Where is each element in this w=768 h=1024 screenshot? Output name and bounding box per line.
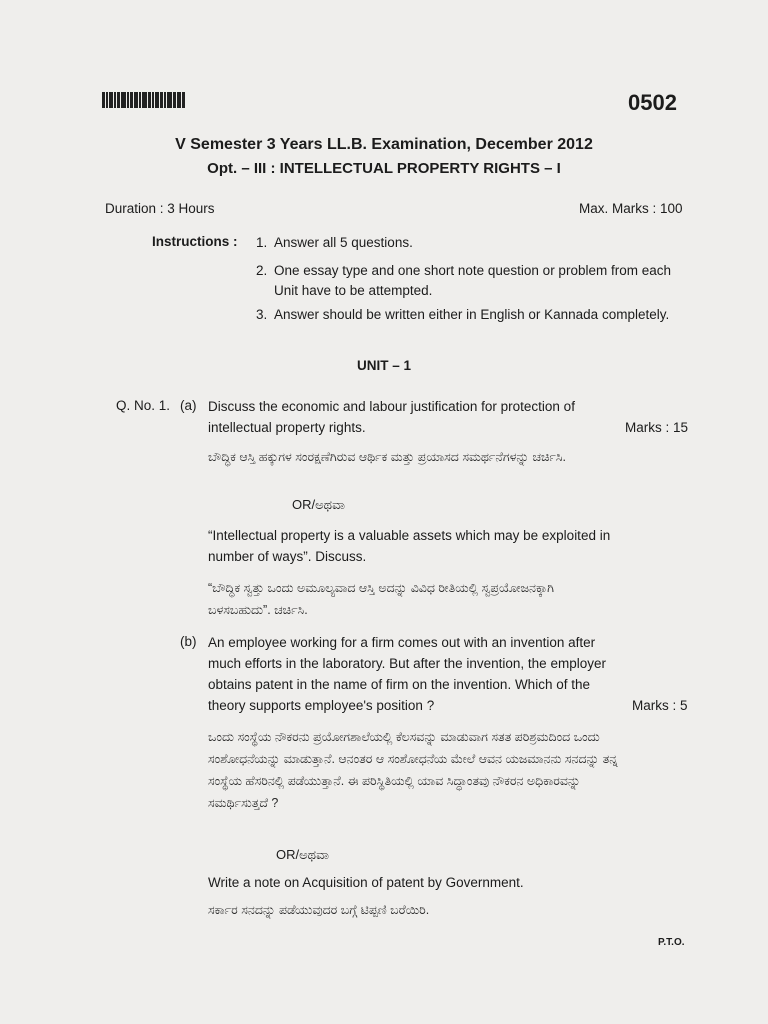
part-b-label: (b) <box>180 634 197 649</box>
instruction-item <box>256 305 676 325</box>
or-separator: OR/ಅಥವಾ <box>292 497 346 512</box>
pto-label: P.T.O. <box>658 937 685 948</box>
or-separator: OR/ಅಥವಾ <box>276 847 330 862</box>
question-1a-kannada: ಬೌದ್ಧಿಕ ಆಸ್ತಿ ಹಕ್ಕುಗಳ ಸಂರಕ್ಷಣೆಗಿರುವ ಆರ್ಥಿಕ ಮತ್ತು ಪ್ರಯಾಸದ ಸಮರ್ಥನೆಗಳನ್ನು ಚರ್ಚಿಸಿ. <box>208 450 567 464</box>
question-1b-kannada: ಒಂದು ಸಂಸ್ಥೆಯ ನೌಕರನು ಪ್ರಯೋಗಶಾಲೆಯಲ್ಲಿ ಕೆಲಸವನ್ನು ಮಾಡುವಾಗ ಸತತ ಪರಿಶ್ರಮದಿಂದ ಒಂದು ಸಂಶೋಧನೆಯನ್ನು ಮಾಡುತ್ತಾನೆ. ಆನಂತರ ಆ ಸಂಶೋಧನೆಯ ಮೇಲೆ ಆವನ ಯಜಮಾನನು ಸನದನ್ನು ತನ್ನ ಸಂಸ್ಥೆಯ ಹೆಸರಿನಲ್ಲಿ ಪಡೆಯುತ್ತಾನೆ. ಈ ಪರಿಸ್ಥಿತಿಯಲ್ಲಿ ಯಾವ ಸಿದ್ಧಾಂತವು ನೌಕರನ ಅಧಿಕಾರವನ್ನು ಸಮರ್ಥಿಸುತ್ತದೆ ? <box>208 730 618 810</box>
question-1a-alternative-kannada: “ಬೌದ್ಧಿಕ ಸ್ವತ್ತು ಒಂದು ಅಮೂಲ್ಯವಾದ ಆಸ್ತಿ ಅದನ್ನು ವಿವಿಧ ರೀತಿಯಲ್ಲಿ ಸ್ವಪ್ರಯೋಜನಕ್ಕಾಗಿ ಬಳಸಬಹುದು”. ಚರ್ಚಿಸಿ. <box>208 581 555 617</box>
instruction-text: One essay type and one short note question or problem from each Unit have to be attempted. <box>274 263 671 298</box>
instruction-item <box>256 233 676 253</box>
subject-title: Opt. – III : INTELLECTUAL PROPERTY RIGHTS – I <box>207 160 561 177</box>
part-a-label: (a) <box>180 398 197 413</box>
instruction-number: 1. <box>256 235 268 250</box>
question-1a-alternative-text: “Intellectual property is a valuable assets which may be exploited in number of ways”. Discuss. <box>208 528 611 564</box>
unit-heading: UNIT – 1 <box>356 358 411 373</box>
paper-code: 0502 <box>628 90 677 115</box>
instruction-item <box>256 261 676 301</box>
instruction-text: Answer all 5 questions. <box>274 235 413 250</box>
instruction-text: Answer should be written either in English or Kannada completely. <box>274 307 670 322</box>
exam-title: V Semester 3 Years LL.B. Examination, December 2012 <box>175 136 593 153</box>
question-1b-marks: Marks : 5 <box>632 698 688 713</box>
instruction-number: 2. <box>256 263 268 278</box>
max-marks: Max. Marks : 100 <box>579 201 683 216</box>
question-number: Q. No. 1. <box>116 398 171 413</box>
barcode <box>102 92 188 108</box>
question-1b-text: An employee working for a firm comes out with an invention after much efforts in the laboratory. But after the invention, the employer obtains patent in the name of firm on the invention. Which of the theory supports employee's position ? <box>208 635 606 713</box>
question-1a-text: Discuss the economic and labour justification for protection of intellectual property rights. <box>208 399 575 435</box>
question-1b-alternative-text: Write a note on Acquisition of patent by Government. <box>208 875 524 890</box>
question-1a-marks: Marks : 15 <box>625 420 689 435</box>
instructions-label: Instructions : <box>152 234 238 249</box>
question-1b-alternative-kannada: ಸರ್ಕಾರ ಸನದನ್ನು ಪಡೆಯುವುದರ ಬಗ್ಗೆ ಟಿಪ್ಪಣಿ ಬರೆಯಿರಿ. <box>208 903 430 917</box>
duration: Duration : 3 Hours <box>105 201 215 216</box>
instruction-number: 3. <box>256 307 268 322</box>
